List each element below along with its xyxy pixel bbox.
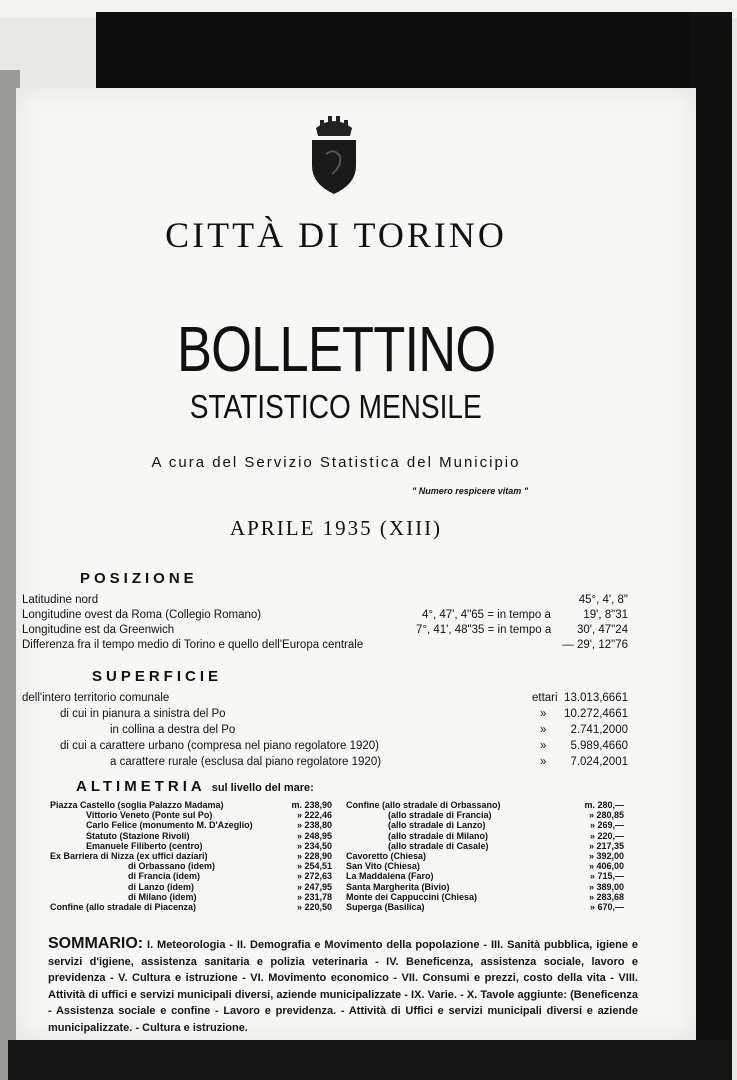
superficie-row: di cui in pianura a sinistra del Po » 10.272,4661 [60, 708, 628, 720]
altimetria-right-column [346, 800, 624, 912]
scan-frame-bottom [8, 1040, 732, 1080]
altimetria-row: Statuto (Stazione Rivoli) » 248,95 [86, 830, 332, 841]
posizione-row: Longitudine ovest da Roma (Collegio Romano) 4°, 47', 4"65 = in tempo a 19', 8"31 [22, 609, 628, 621]
altimetria-row: Vittorio Veneto (Ponte sul Po) » 222,46 [86, 810, 332, 821]
altimetria-row: Piazza Castello (soglia Palazzo Madama) m. 238,90 [50, 800, 332, 810]
altimetria-row: San Vito (Chiesa) » 406,00 [346, 861, 624, 872]
city-crest-icon [308, 110, 360, 198]
summary-lead: SOMMARIO: [48, 935, 144, 952]
posizione-row: Longitudine est da Greenwich 7°, 41', 48"35 = in tempo a 30', 47"24 [22, 624, 628, 636]
altimetria-row: Emanuele Filiberto (centro) » 234,50 [86, 840, 332, 851]
altimetria-row: (allo stradale di Lanzo) » 269,— [388, 820, 624, 831]
motto: " Numero respicere vitam " [412, 486, 529, 496]
posizione-row: Differenza fra il tempo medio di Torino e quello dell'Europa centrale — 29', 12"76 [22, 639, 628, 651]
curator-line: A cura del Servizio Statistica del Municipio [151, 454, 521, 471]
altimetria-row: Confine (allo stradale di Orbassano) m. 280,— [346, 800, 624, 810]
altimetria-row: (allo stradale di Casale) » 217,35 [388, 840, 624, 851]
city-name: CITTÀ DI TORINO [165, 215, 507, 255]
summary-text: I. Meteorologia - II. Demografia e Movimento della popolazione - III. Sanità pubblica, igiene e servizi d'igiene, assistenza sanitaria e polizia veterinaria - IV. Beneficenza, assistenza sociale, lavoro e previdenza - V. Cultura e istruzione - VI. Movimento economico - VII. Consumi e prezzi, costo della vita - VIII. Attività di uffici e servizi municipali diversi, aziende municipalizzate - IX. Varie. - X. Tavole aggiunte: (Beneficenza - Assistenza sociale e confine - Lavoro e previdenza. - Attività di Uffici e servizi municipali diversi e aziende municipalizzate. - Cultura e istruzione. [48, 939, 638, 1034]
superficie-row: di cui a carattere urbano (compresa nel piano regolatore 1920) » 5.989,4660 [60, 740, 628, 752]
superficie-row: in collina a destra del Po » 2.741,2000 [110, 724, 628, 736]
section-heading-posizione: POSIZIONE [80, 570, 198, 587]
altimetria-row: di Orbassano (idem) » 254,51 [128, 861, 332, 872]
section-heading-altimetria: ALTIMETRIA sul livello del mare: [76, 778, 314, 795]
altimetria-row: di Milano (idem) » 231,78 [128, 891, 332, 902]
altimetria-row: (allo stradale di Milano) » 220,— [388, 830, 624, 841]
altimetria-left-column [50, 800, 332, 912]
issue-date: APRILE 1935 (XIII) [229, 516, 443, 540]
altimetria-row: Confine (allo stradale di Piacenza) » 220,50 [50, 901, 332, 912]
altimetria-row: Cavoretto (Chiesa) » 392,00 [346, 850, 624, 861]
scan-frame-right [690, 12, 732, 1070]
section-heading-superficie: SUPERFICIE [92, 668, 223, 685]
bulletin-title: BOLLETTINO [176, 313, 496, 385]
document-page [16, 88, 696, 1040]
altimetria-row: Superga (Basilica) » 670,— [346, 901, 624, 912]
altimetria-row: di Lanzo (idem) » 247,95 [128, 881, 332, 892]
summary-block [48, 936, 638, 1036]
superficie-row: a carattere rurale (esclusa dal piano regolatore 1920) » 7.024,2001 [110, 756, 628, 768]
superficie-row: dell'intero territorio comunale ettari 13.013,6661 [22, 692, 628, 704]
scan-frame-top [96, 12, 722, 100]
posizione-row: Latitudine nord 45°, 4', 8" [22, 594, 628, 606]
bulletin-subtitle: STATISTICO MENSILE [190, 388, 482, 425]
altimetria-row: (allo stradale di Francia) » 280,85 [388, 810, 624, 821]
altimetria-row: Carlo Felice (monumento M. D'Azeglio) » 238,80 [86, 820, 332, 831]
altimetria-row: Ex Barriera di Nizza (ex uffici daziari) » 228,90 [50, 850, 332, 861]
altimetria-row: Monte dei Cappuccini (Chiesa) » 283,68 [346, 891, 624, 902]
altimetria-row: La Maddalena (Faro) » 715,— [346, 871, 624, 882]
altimetria-row: Santa Margherita (Bivio) » 389,00 [346, 881, 624, 892]
altimetria-row: di Francia (idem) » 272,63 [128, 871, 332, 882]
